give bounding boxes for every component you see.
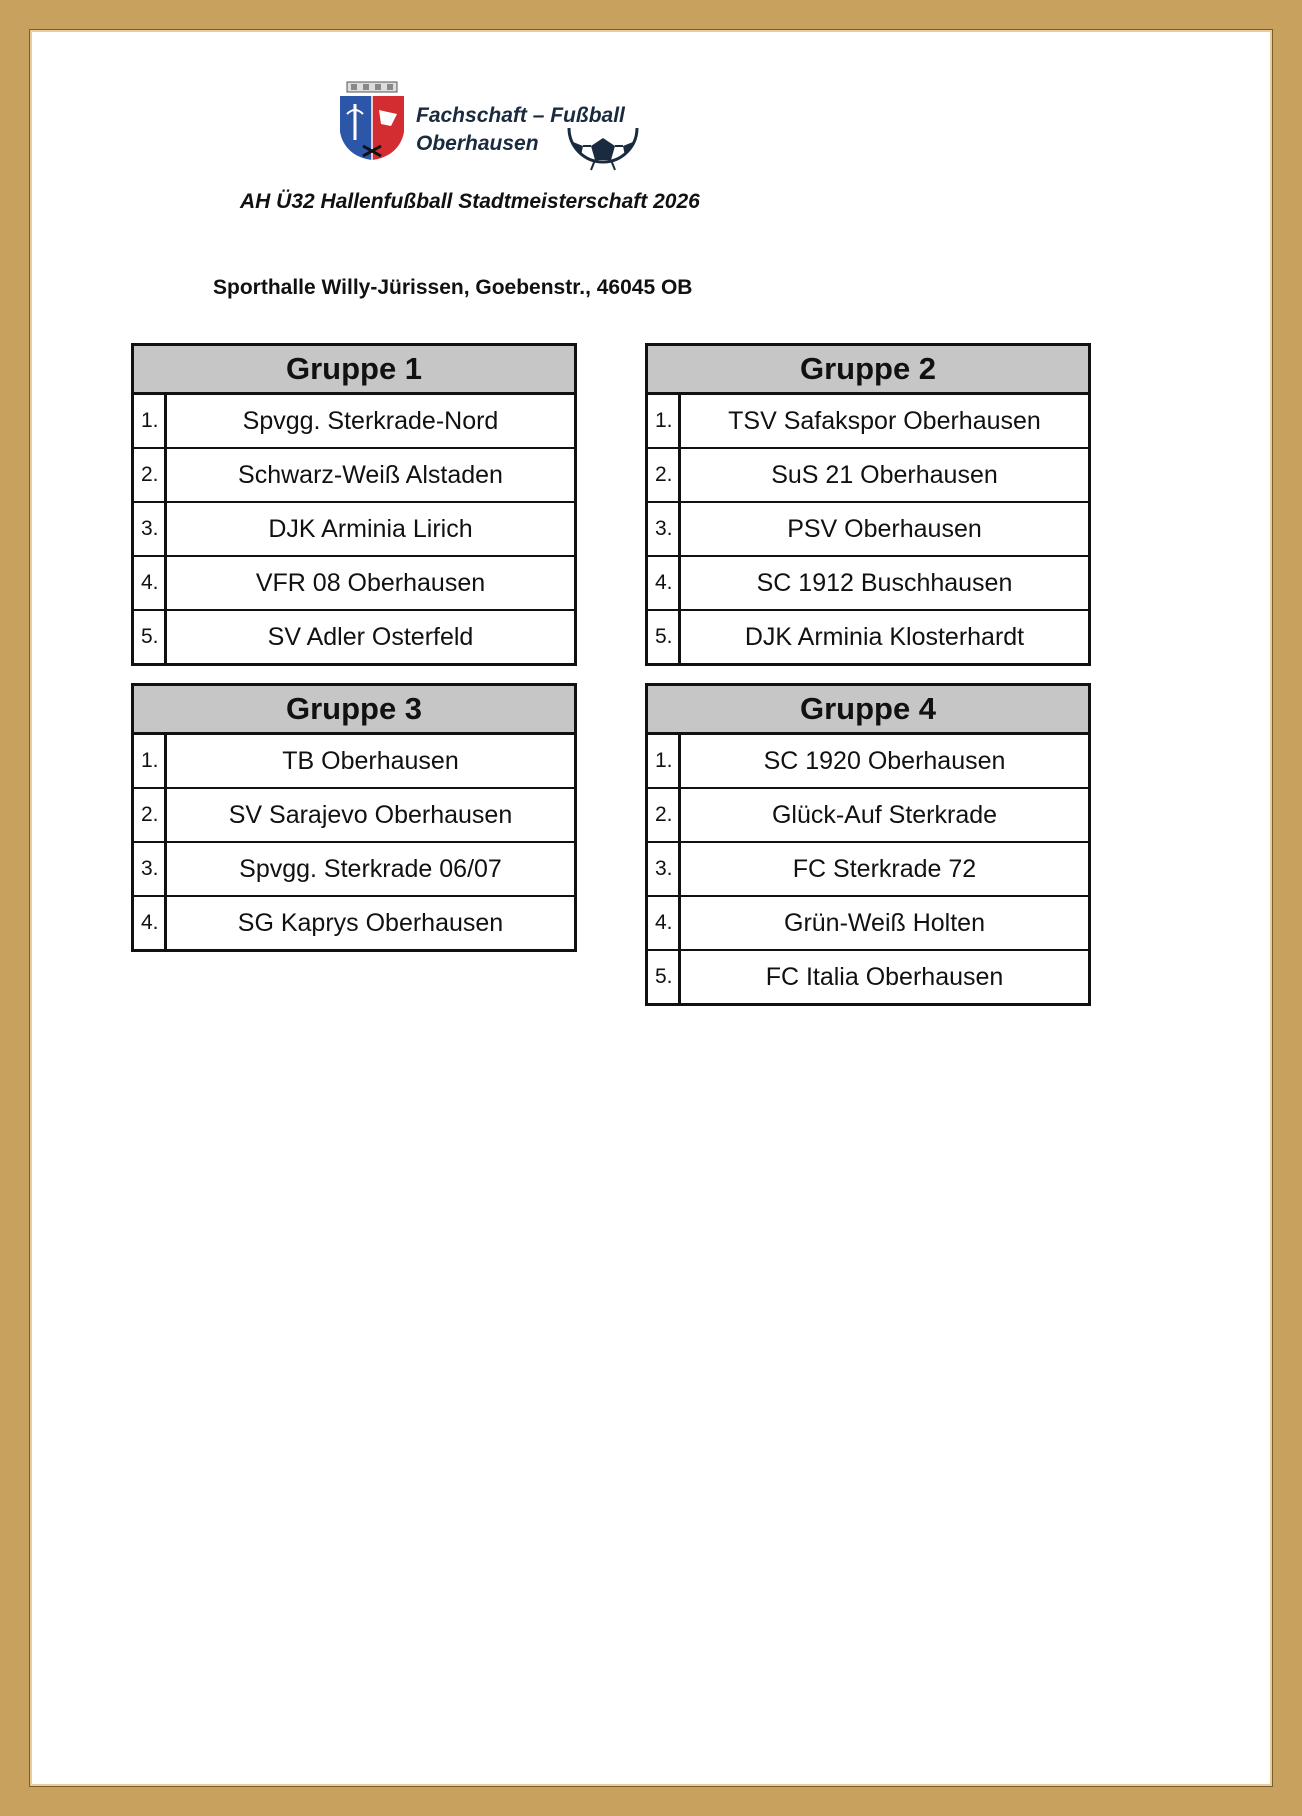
group-header: Gruppe 4 bbox=[648, 686, 1088, 735]
rank-number: 1. bbox=[648, 735, 681, 787]
rank-number: 1. bbox=[134, 395, 167, 447]
table-row bbox=[134, 395, 574, 449]
logo bbox=[337, 80, 657, 168]
group-header: Gruppe 2 bbox=[648, 346, 1088, 395]
rank-number: 4. bbox=[648, 557, 681, 609]
table-row bbox=[648, 449, 1088, 503]
group-header: Gruppe 3 bbox=[134, 686, 574, 735]
table-row bbox=[134, 789, 574, 843]
event-title: AH Ü32 Hallenfußball Stadtmeisterschaft 2026 bbox=[240, 190, 700, 213]
rank-number: 3. bbox=[648, 503, 681, 555]
team-name: DJK Arminia Klosterhardt bbox=[744, 623, 1025, 651]
logo-text-line2: Oberhausen bbox=[416, 132, 539, 155]
rank-number: 5. bbox=[648, 611, 681, 663]
team-name: Glück-Auf Sterkrade bbox=[771, 801, 998, 829]
rank-number: 4. bbox=[134, 897, 167, 949]
table-row bbox=[648, 395, 1088, 449]
table-row bbox=[134, 897, 574, 949]
table-row bbox=[134, 449, 574, 503]
group-table-3 bbox=[131, 683, 577, 952]
rank-number: 4. bbox=[134, 557, 167, 609]
group-table-1 bbox=[131, 343, 577, 666]
table-row bbox=[648, 789, 1088, 843]
table-row bbox=[134, 843, 574, 897]
rank-number: 5. bbox=[648, 951, 681, 1003]
table-row bbox=[648, 951, 1088, 1003]
team-name: Grün-Weiß Holten bbox=[784, 909, 985, 937]
team-name: PSV Oberhausen bbox=[787, 515, 982, 543]
team-name: DJK Arminia Lirich bbox=[268, 515, 473, 543]
rank-number: 4. bbox=[648, 897, 681, 949]
rank-number: 5. bbox=[134, 611, 167, 663]
group-header: Gruppe 1 bbox=[134, 346, 574, 395]
rank-number: 2. bbox=[134, 789, 167, 841]
table-row bbox=[134, 735, 574, 789]
team-name: Schwarz-Weiß Alstaden bbox=[238, 461, 503, 489]
team-name: FC Sterkrade 72 bbox=[792, 855, 977, 883]
table-row bbox=[648, 897, 1088, 951]
table-row bbox=[648, 735, 1088, 789]
team-name: SuS 21 Oberhausen bbox=[771, 461, 998, 489]
team-name: SV Adler Osterfeld bbox=[267, 623, 474, 651]
team-name: TSV Safakspor Oberhausen bbox=[728, 407, 1041, 435]
team-name: FC Italia Oberhausen bbox=[765, 963, 1004, 991]
rank-number: 2. bbox=[648, 449, 681, 501]
group-table-4 bbox=[645, 683, 1091, 1006]
table-row bbox=[648, 611, 1088, 663]
group-table-2 bbox=[645, 343, 1091, 666]
table-row bbox=[648, 503, 1088, 557]
table-row bbox=[134, 557, 574, 611]
rank-number: 3. bbox=[134, 503, 167, 555]
rank-number: 2. bbox=[134, 449, 167, 501]
logo-text-line1: Fachschaft – Fußball bbox=[416, 104, 625, 127]
table-row bbox=[134, 503, 574, 557]
team-name: Spvgg. Sterkrade-Nord bbox=[242, 407, 499, 435]
soccer-ball-icon bbox=[565, 116, 641, 174]
team-name: SV Sarajevo Oberhausen bbox=[228, 801, 513, 829]
table-row bbox=[648, 843, 1088, 897]
rank-number: 2. bbox=[648, 789, 681, 841]
team-name: TB Oberhausen bbox=[282, 747, 459, 775]
team-name: SC 1920 Oberhausen bbox=[763, 747, 1006, 775]
rank-number: 1. bbox=[134, 735, 167, 787]
team-name: Spvgg. Sterkrade 06/07 bbox=[239, 855, 502, 883]
rank-number: 1. bbox=[648, 395, 681, 447]
rank-number: 3. bbox=[648, 843, 681, 895]
city-crest-icon bbox=[337, 80, 407, 166]
table-row bbox=[648, 557, 1088, 611]
table-row bbox=[134, 611, 574, 663]
venue-address: Sporthalle Willy-Jürissen, Goebenstr., 46045 OB bbox=[213, 276, 693, 299]
rank-number: 3. bbox=[134, 843, 167, 895]
team-name: SG Kaprys Oberhausen bbox=[237, 909, 504, 937]
team-name: SC 1912 Buschhausen bbox=[756, 569, 1013, 597]
team-name: VFR 08 Oberhausen bbox=[255, 569, 486, 597]
